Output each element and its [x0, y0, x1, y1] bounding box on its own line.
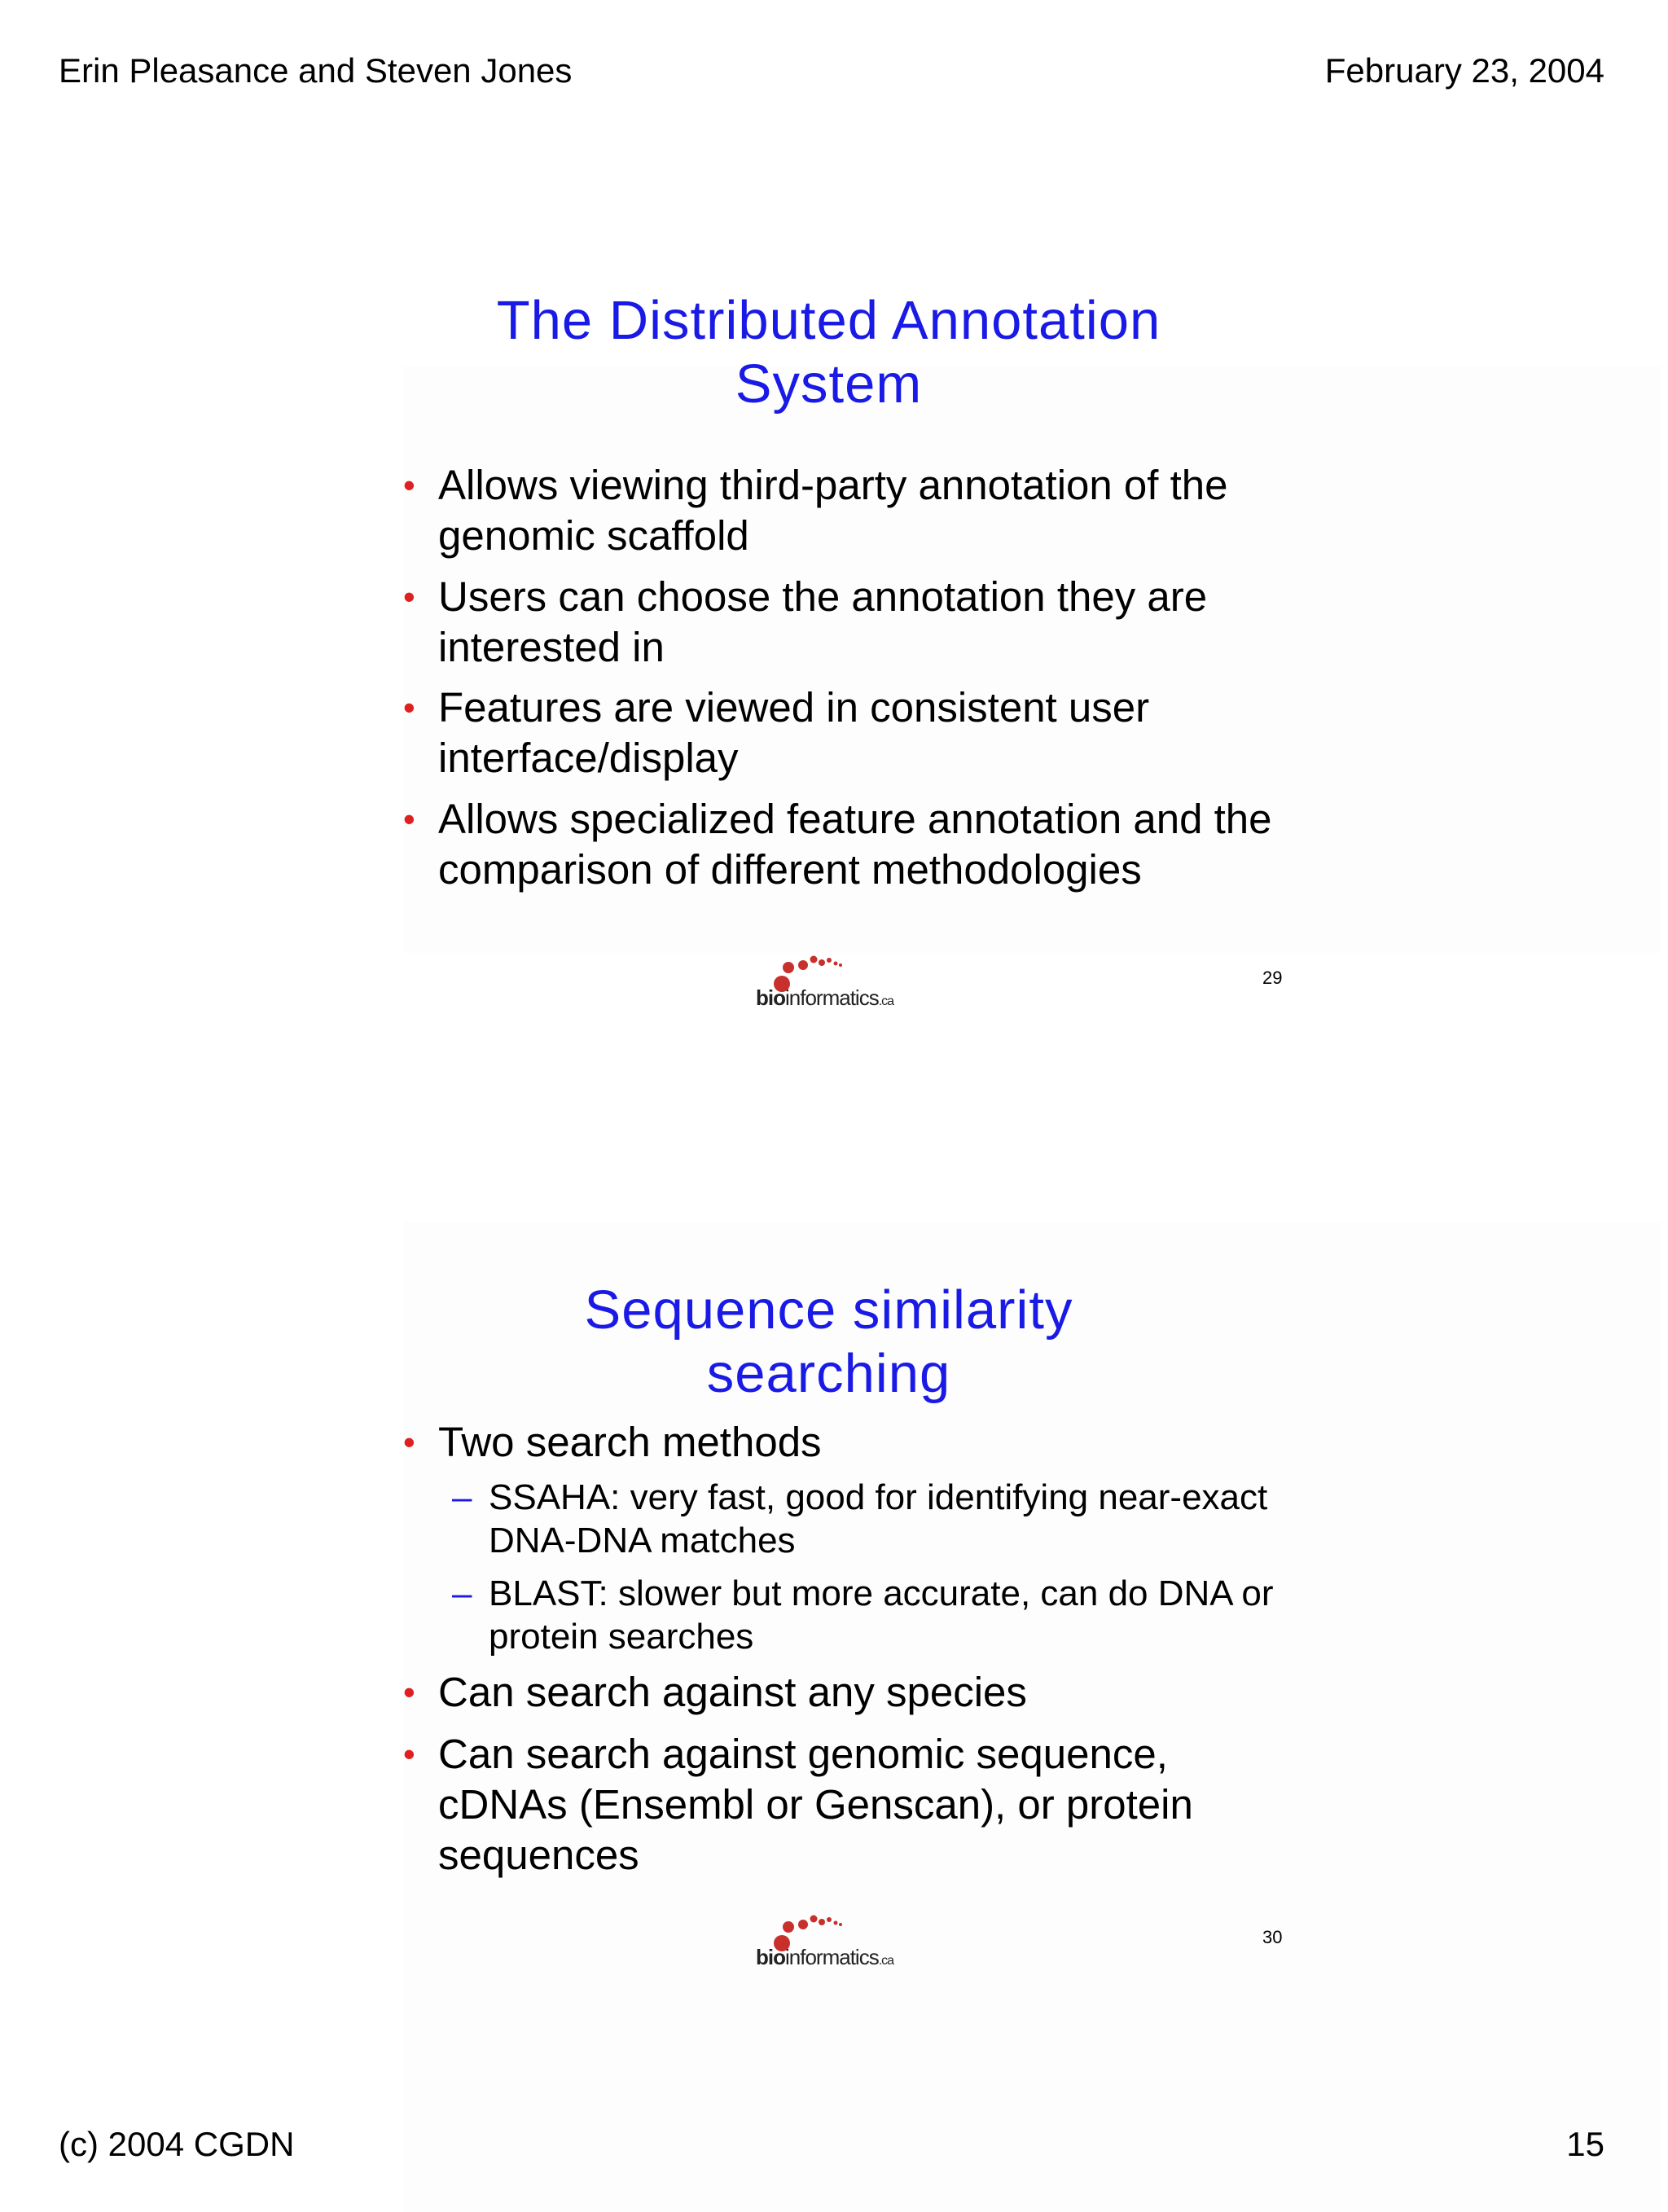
list-item: • Users can choose the annotation they are interested in: [403, 573, 1208, 670]
slide-title: [481, 289, 1177, 416]
sub-list-item: – BLAST: slower but more accurate, can do DNA or protein searches: [452, 1573, 1274, 1657]
header-authors: Erin Pleasance and Steven Jones: [59, 51, 573, 90]
list-item: • Can search against genomic sequence, cDNAs (Ensembl or Genscan), or protein sequences: [403, 1731, 1193, 1878]
sub-list-item: – SSAHA: very fast, good for identifying near-exact DNA-DNA matches: [452, 1477, 1268, 1560]
list-item: • Features are viewed in consistent user interface/display: [403, 684, 1150, 781]
list-item: • Allows viewing third-party annotation of the genomic scaffold: [403, 462, 1228, 559]
slide-number: 30: [1262, 1927, 1283, 1947]
footer-page-number: 15: [1566, 2125, 1604, 2163]
slide-title-line: The Distributed Annotation: [496, 290, 1161, 351]
header-date: February 23, 2004: [1324, 51, 1604, 90]
slide-title: Sequence similarity searching: [584, 1279, 1073, 1404]
list-item: • Allows specialized feature annotation and the comparison of different methodologies: [403, 796, 1272, 893]
footer-copyright: (c) 2004 CGDN: [59, 2125, 295, 2163]
slide-number: 29: [1262, 968, 1283, 988]
bioinformatics-logo: bioinformatics.ca: [756, 953, 902, 1018]
list-item: • Can search against any species: [403, 1669, 1027, 1715]
list-item: • Two search methods: [403, 1419, 822, 1465]
slide-29: [403, 290, 1661, 1010]
slide-30: [403, 1222, 1661, 2212]
slide-title-line: System: [735, 353, 923, 415]
bioinformatics-logo: bioinformatics.ca: [756, 1912, 902, 1977]
